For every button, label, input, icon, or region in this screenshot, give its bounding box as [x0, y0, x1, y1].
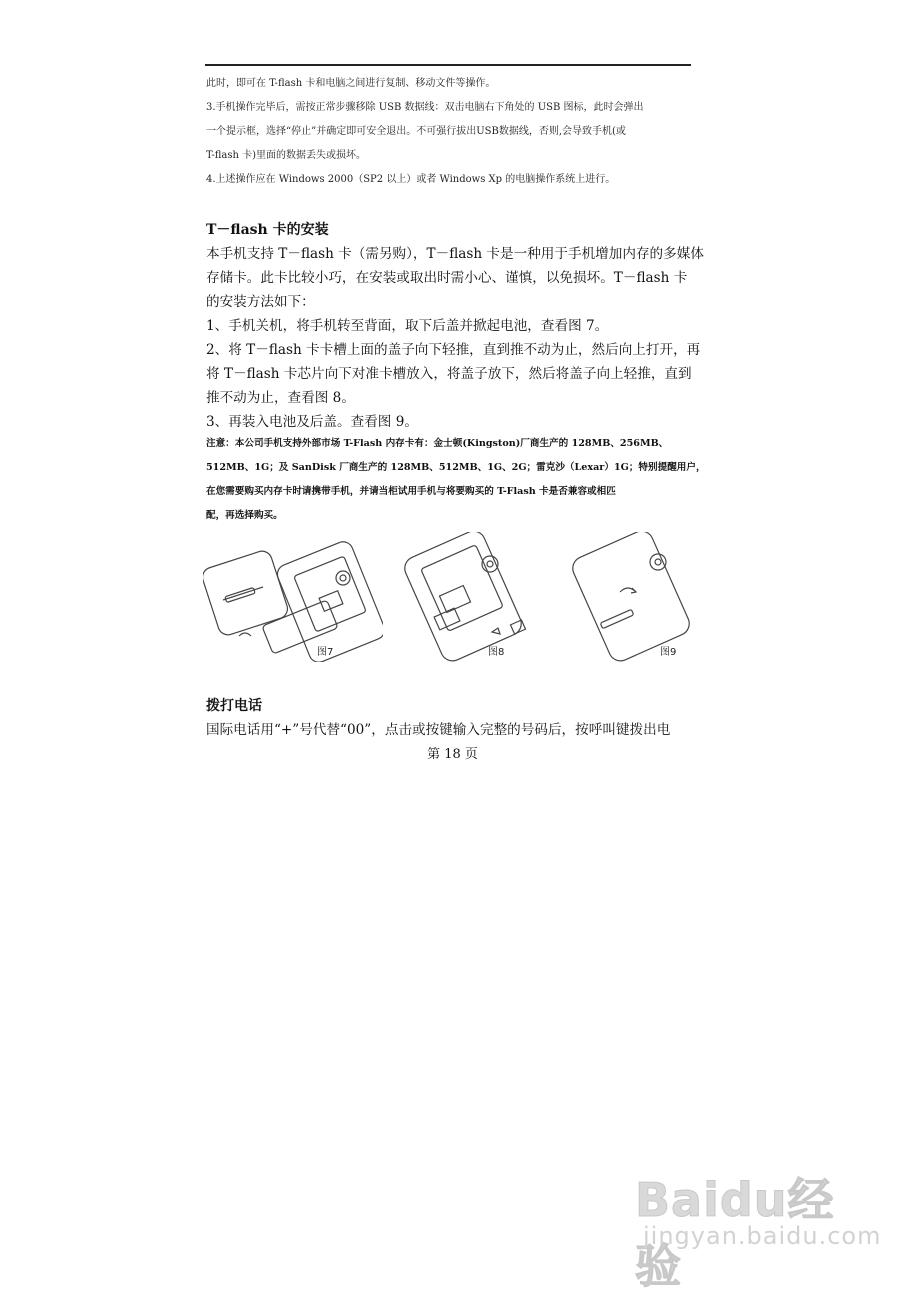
- note-line-1: 注意：本公司手机支持外部市场 T-Flash 内存卡有：金士顿(Kingston)厂商生产的 128MB、256MB、: [206, 438, 669, 449]
- figure-9-caption: 图9: [660, 647, 677, 658]
- figure-7-caption: 图7: [317, 647, 334, 658]
- section-title-tflash: T－flash 卡的安装: [206, 222, 329, 238]
- paragraph-line: 的安装方法如下：: [206, 294, 315, 310]
- note-line-2: 512MB、1G；及 SanDisk 厂商生产的 128MB、512MB、1G、2G；雷克沙（Lexar）1G；特别提醒用户，: [206, 462, 706, 473]
- intro-line-4: T-flash 卡)里面的数据丢失或损坏。: [206, 150, 367, 161]
- intro-line-1: 此时，即可在 T-flash 卡和电脑之间进行复制、移动文件等操作。: [206, 78, 496, 89]
- page-number: 第 18 页: [427, 747, 478, 762]
- watermark-url: jingyan.baidu.com: [643, 1222, 882, 1250]
- note-line-3: 在您需要购买内存卡时请携带手机，并请当柜试用手机与将要购买的 T-Flash 卡是否兼容或相匹: [206, 486, 616, 497]
- figure-7-phone-illustration: [203, 540, 383, 662]
- watermark-logo: Baidu经验: [635, 1173, 835, 1293]
- figure-9-phone-illustration: [570, 532, 710, 662]
- figure-8-caption: 图8: [488, 647, 505, 658]
- baidu-watermark: [635, 1148, 882, 1293]
- note-line-4: 配，再选择购买。: [206, 510, 283, 521]
- intro-line-3: 一个提示框，选择“停止”并确定即可安全退出。不可强行拔出USB数据线，否则,会导致手机(或: [206, 126, 626, 137]
- paragraph-line: 国际电话用“+”号代替“00”，点击或按键输入完整的号码后，按呼叫键拨出电: [206, 722, 671, 738]
- paragraph-line: 1、手机关机，将手机转至背面，取下后盖并掀起电池，查看图 7。: [206, 318, 609, 334]
- paragraph-line: 本手机支持 T－flash 卡（需另购），T－flash 卡是一种用于手机增加内存的多媒体: [206, 246, 704, 262]
- figure-8-phone-illustration: [400, 532, 540, 662]
- paragraph-line: 3、再装入电池及后盖。查看图 9。: [206, 414, 418, 430]
- paragraph-line: 存储卡。此卡比较小巧，在安装或取出时需小心、谨慎，以免损坏。T－flash 卡: [206, 270, 688, 286]
- paragraph-line: 将 T－flash 卡芯片向下对准卡槽放入，将盖子放下，然后将盖子向上轻推，直到: [206, 366, 692, 382]
- intro-line-5: 4.上述操作应在 Windows 2000（SP2 以上）或者 Windows Xp 的电脑操作系统上进行。: [206, 174, 616, 185]
- section-title-dial: 拨打电话: [206, 698, 262, 714]
- paragraph-line: 2、将 T－flash 卡卡槽上面的盖子向下轻推，直到推不动为止，然后向上打开，再: [206, 342, 701, 358]
- paragraph-line: 推不动为止，查看图 8。: [206, 390, 355, 406]
- header-rule: [205, 64, 691, 66]
- intro-line-2: 3.手机操作完毕后，需按正常步骤移除 USB 数据线：双击电脑右下角处的 USB 图标，此时会弹出: [206, 102, 644, 113]
